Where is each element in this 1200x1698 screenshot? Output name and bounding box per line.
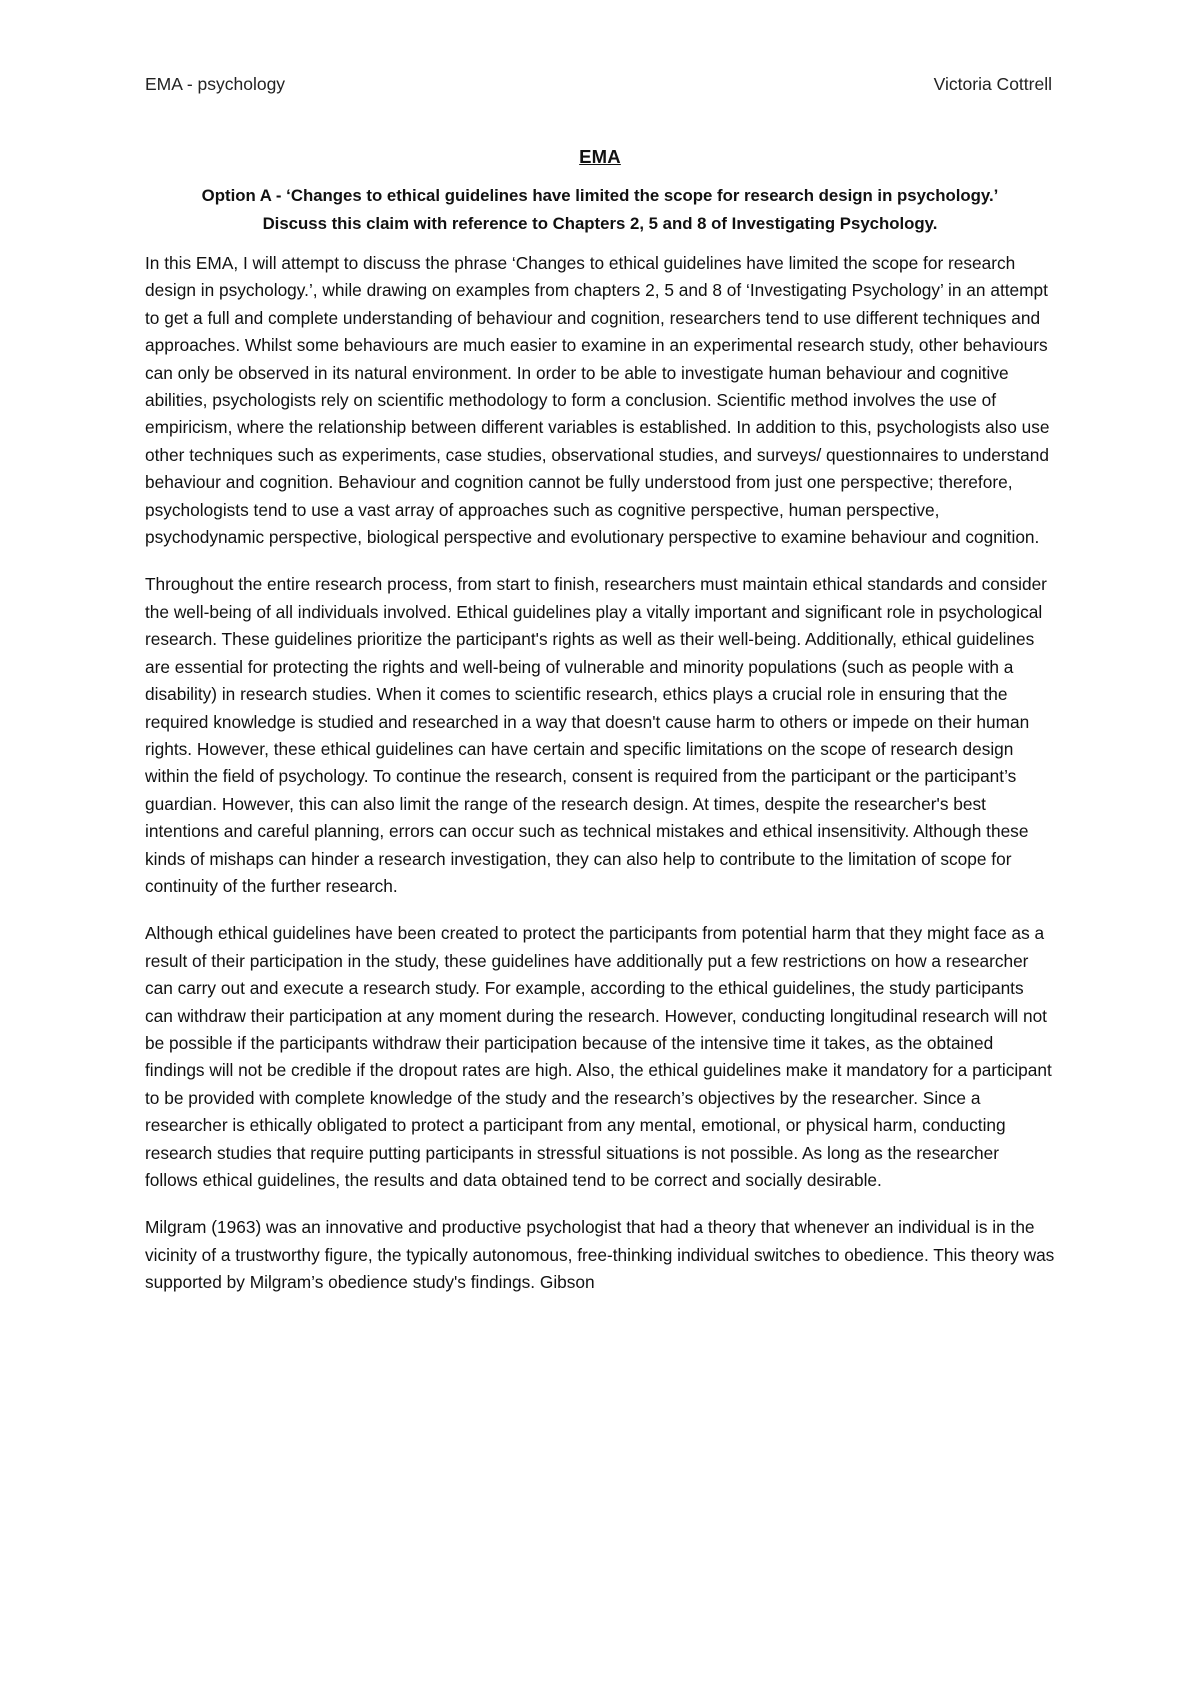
header-author-name: Victoria Cottrell (933, 74, 1052, 94)
paragraph-restrictions: Although ethical guidelines have been created to protect the participants from potential harm that they might face as a result of their participation in the study, these guidelines have additionally put a few restrictions on how a researcher can carry out and execute a research study. For example, according to the ethical guidelines, the study participants can withdraw their participation at any moment during the research. However, conducting longitudinal research will not be possible if the participants withdraw their participation because of the intensive time it takes, as the obtained findings will not be credible if the dropout rates are high. Also, the ethical guidelines make it mandatory for a participant to be provided with complete knowledge of the study and the research’s objectives by the researcher. Since a researcher is ethically obligated to protect a participant from any mental, emotional, or physical harm, conducting research studies that require putting participants in stressful situations is not possible. As long as the researcher follows ethical guidelines, the results and data obtained tend to be correct and socially desirable. (145, 923, 1052, 1190)
paragraph-ethical-standards: Throughout the entire research process, from start to finish, researchers must maintain ethical standards and consider the well-being of all individuals involved. Ethical guidelines play a vitally important and significant role in psychological research. These guidelines prioritize the participant's rights as well as their well-being. Additionally, ethical guidelines are essential for protecting the rights and well-being of vulnerable and minority populations (such as people with a disability) in research studies. When it comes to scientific research, ethics plays a crucial role in ensuring that the required knowledge is studied and researched in a way that doesn't cause harm to others or impede on their human rights. However, these ethical guidelines can have certain and specific limitations on the scope of research design within the field of psychology. To continue the research, consent is required from the participant or the participant’s guardian. However, this can also limit the range of the research design. At times, despite the researcher's best intentions and careful planning, errors can occur such as technical mistakes and ethical insensitivity. Although these kinds of mishaps can hinder a research investigation, they can also help to contribute to the limitation of scope for continuity of the further research. (145, 574, 1047, 896)
document-title: EMA (579, 146, 621, 167)
subtitle-line-1: Option A - ‘Changes to ethical guidelines have limited the scope for research design in psychology.’ (201, 186, 999, 205)
paragraph-introduction: In this EMA, I will attempt to discuss the phrase ‘Changes to ethical guidelines have limited the scope for research design in psychology.’, while drawing on examples from chapters 2, 5 and 8 of ‘Investigating Psychology’ in an attempt to get a full and complete understanding of behaviour and cognition, researchers tend to use different techniques and approaches. Whilst some behaviours are much easier to examine in an experimental research study, other behaviours can only be observed in its natural environment. In order to be able to investigate human behaviour and cognitive abilities, psychologists rely on scientific methodology to form a conclusion. Scientific method involves the use of empiricism, where the relationship between different variables is established. In addition to this, psychologists also use other techniques such as experiments, case studies, observational studies, and surveys/ questionnaires to understand behaviour and cognition. Behaviour and cognition cannot be fully understood from just one perspective; therefore, psychologists tend to use a vast array of approaches such as cognitive perspective, human perspective, psychodynamic perspective, biological perspective and evolutionary perspective to examine behaviour and cognition. (145, 253, 1050, 548)
page-header (145, 74, 1052, 102)
header-course-label: EMA - psychology (145, 74, 286, 94)
document-subtitle (145, 182, 1055, 238)
paragraph-milgram: Milgram (1963) was an innovative and productive psychologist that had a theory that whenever an individual is in the vicinity of a trustworthy figure, the typically autonomous, free-thinking individual switches to obedience. This theory was supported by Milgram’s obedience study's findings. Gibson (145, 1217, 1055, 1293)
document-body (145, 146, 1055, 1297)
subtitle-line-2: Discuss this claim with reference to Chapters 2, 5 and 8 of Investigating Psychology. (262, 214, 938, 233)
